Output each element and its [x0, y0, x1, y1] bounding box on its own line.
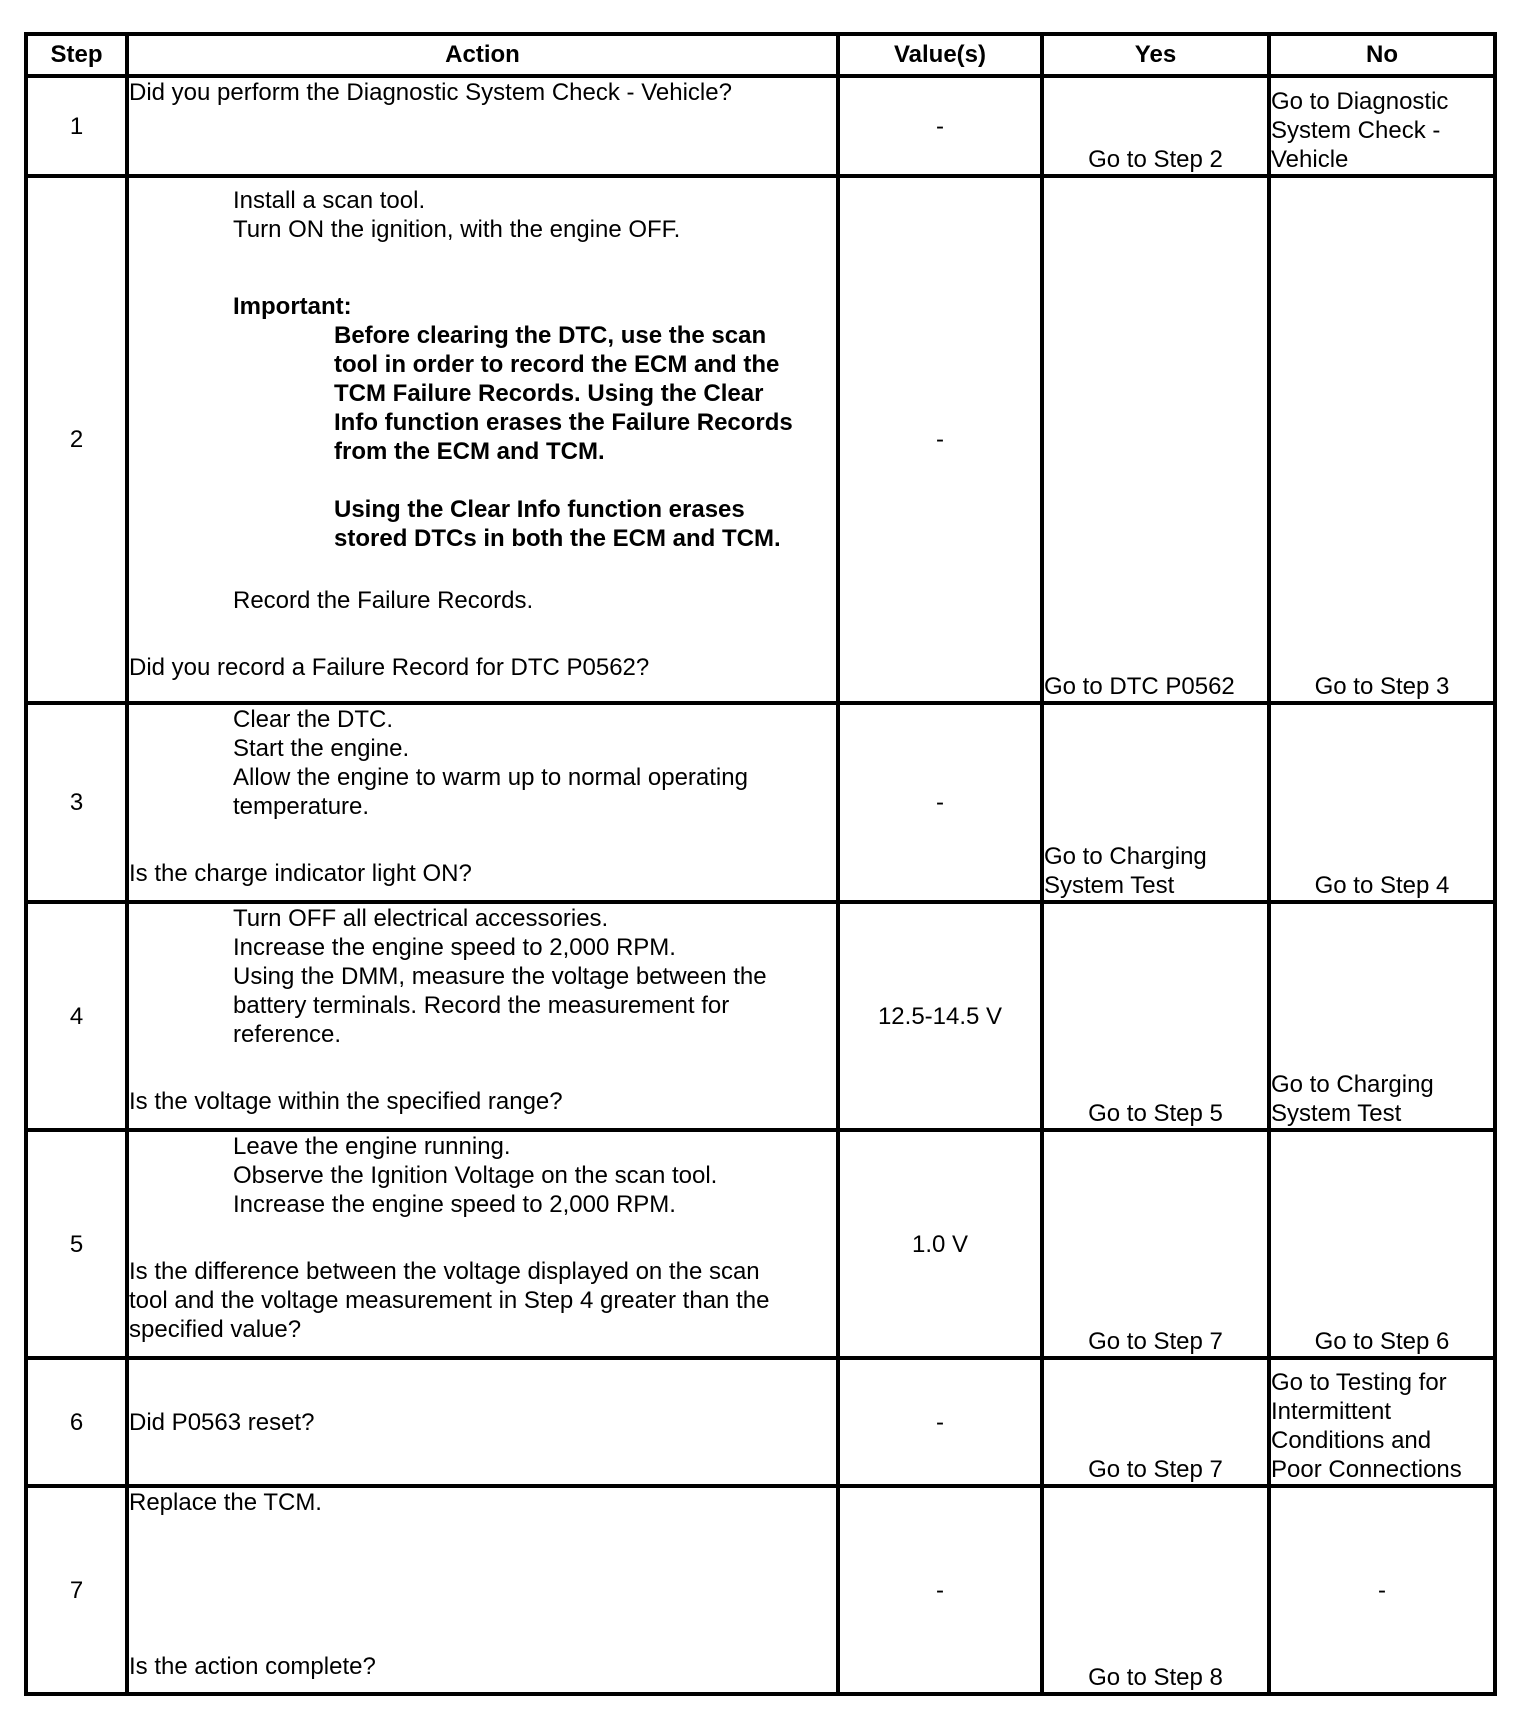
yes-cell	[1042, 703, 1269, 902]
question-text: Did you record a Failure Record for DTC P0562?	[129, 654, 650, 681]
no-cell	[1269, 76, 1495, 176]
action-line: Clear the DTC.	[233, 706, 394, 733]
step-number: 5	[26, 1130, 127, 1358]
header-step: Step	[26, 34, 127, 76]
action-line: Allow the engine to warm up to normal operating	[233, 764, 748, 791]
step-number: 4	[26, 902, 127, 1130]
no-cell: Go to Step 3	[1269, 176, 1495, 703]
action-line: temperature.	[233, 793, 370, 820]
important-line: from the ECM and TCM.	[334, 438, 605, 465]
table-row	[26, 1486, 1495, 1694]
action-line: reference.	[233, 1021, 342, 1048]
action-cell	[127, 1358, 838, 1486]
step-number: 6	[26, 1358, 127, 1486]
question-line: tool and the voltage measurement in Step 4 greater than the	[129, 1287, 770, 1314]
no-line: Go to Charging	[1271, 1071, 1434, 1098]
yes-line: System Test	[1044, 872, 1175, 899]
step-number: 3	[26, 703, 127, 902]
action-line: Turn OFF all electrical accessories.	[233, 905, 609, 932]
question-text: Did P0563 reset?	[129, 1408, 315, 1436]
action-line: Replace the TCM.	[129, 1489, 322, 1516]
no-line: Conditions and	[1271, 1427, 1432, 1454]
no-line: Vehicle	[1271, 146, 1349, 173]
yes-cell: Go to DTC P0562	[1042, 176, 1269, 703]
action-line: Increase the engine speed to 2,000 RPM.	[233, 1191, 676, 1218]
yes-cell: Go to Step 7	[1042, 1130, 1269, 1358]
action-line: Increase the engine speed to 2,000 RPM.	[233, 934, 676, 961]
value-cell: -	[838, 176, 1042, 703]
value-cell: -	[838, 1358, 1042, 1486]
table-row	[26, 902, 1495, 1130]
action-line: Turn ON the ignition, with the engine OFF.	[233, 216, 681, 243]
action-line: Using the DMM, measure the voltage between the	[233, 963, 767, 990]
no-cell	[1269, 902, 1495, 1130]
no-line: Intermittent	[1271, 1398, 1392, 1425]
yes-cell: Go to Step 5	[1042, 902, 1269, 1130]
important-line: Info function erases the Failure Records	[334, 409, 793, 436]
no-cell	[1269, 1358, 1495, 1486]
value-cell: 1.0 V	[838, 1130, 1042, 1358]
important-line: stored DTCs in both the ECM and TCM.	[334, 525, 781, 552]
header-row	[26, 34, 1495, 76]
value-cell: 12.5-14.5 V	[838, 902, 1042, 1130]
no-line: System Test	[1271, 1100, 1402, 1127]
value-cell: -	[838, 76, 1042, 176]
action-line: Install a scan tool.	[233, 187, 426, 214]
question-text: Did you perform the Diagnostic System Check - Vehicle?	[129, 79, 732, 106]
question-line: Is the difference between the voltage displayed on the scan	[129, 1258, 760, 1285]
header-values: Value(s)	[838, 34, 1042, 76]
action-line: Leave the engine running.	[233, 1133, 511, 1160]
action-cell	[127, 176, 838, 703]
step-number: 2	[26, 176, 127, 703]
table-row	[26, 1358, 1495, 1486]
header-action: Action	[127, 34, 838, 76]
no-line: Go to Testing for	[1271, 1369, 1447, 1396]
diagnostic-table	[24, 32, 1497, 1696]
action-line: Start the engine.	[233, 735, 410, 762]
important-line: Using the Clear Info function erases	[334, 496, 745, 523]
table-row	[26, 703, 1495, 902]
question-text: Is the charge indicator light ON?	[129, 860, 472, 887]
step-number: 7	[26, 1486, 127, 1694]
important-label: Important:	[233, 293, 352, 320]
important-line: tool in order to record the ECM and the	[334, 351, 780, 378]
action-line: Record the Failure Records.	[233, 587, 534, 614]
table-row	[26, 176, 1495, 703]
yes-cell: Go to Step 7	[1042, 1358, 1269, 1486]
action-line: Observe the Ignition Voltage on the scan tool.	[233, 1162, 718, 1189]
table-row	[26, 76, 1495, 176]
action-cell	[127, 703, 838, 902]
action-cell	[127, 1486, 838, 1694]
step-number: 1	[26, 76, 127, 176]
action-cell	[127, 1130, 838, 1358]
no-cell: -	[1269, 1486, 1495, 1694]
no-line: System Check -	[1271, 117, 1441, 144]
question-line: specified value?	[129, 1316, 302, 1343]
header-no: No	[1269, 34, 1495, 76]
value-cell: -	[838, 703, 1042, 902]
action-cell	[127, 902, 838, 1130]
header-yes: Yes	[1042, 34, 1269, 76]
yes-cell: Go to Step 8	[1042, 1486, 1269, 1694]
no-line: Go to Diagnostic	[1271, 88, 1449, 115]
question-text: Is the action complete?	[129, 1653, 376, 1680]
action-line: battery terminals. Record the measurement for	[233, 992, 730, 1019]
value-cell: -	[838, 1486, 1042, 1694]
table-row	[26, 1130, 1495, 1358]
yes-line: Go to Charging	[1044, 843, 1207, 870]
no-cell: Go to Step 6	[1269, 1130, 1495, 1358]
important-line: Before clearing the DTC, use the scan	[334, 322, 767, 349]
yes-cell: Go to Step 2	[1042, 76, 1269, 176]
action-cell	[127, 76, 838, 176]
no-cell: Go to Step 4	[1269, 703, 1495, 902]
question-text: Is the voltage within the specified range?	[129, 1088, 563, 1115]
important-line: TCM Failure Records. Using the Clear	[334, 380, 764, 407]
no-line: Poor Connections	[1271, 1456, 1462, 1483]
